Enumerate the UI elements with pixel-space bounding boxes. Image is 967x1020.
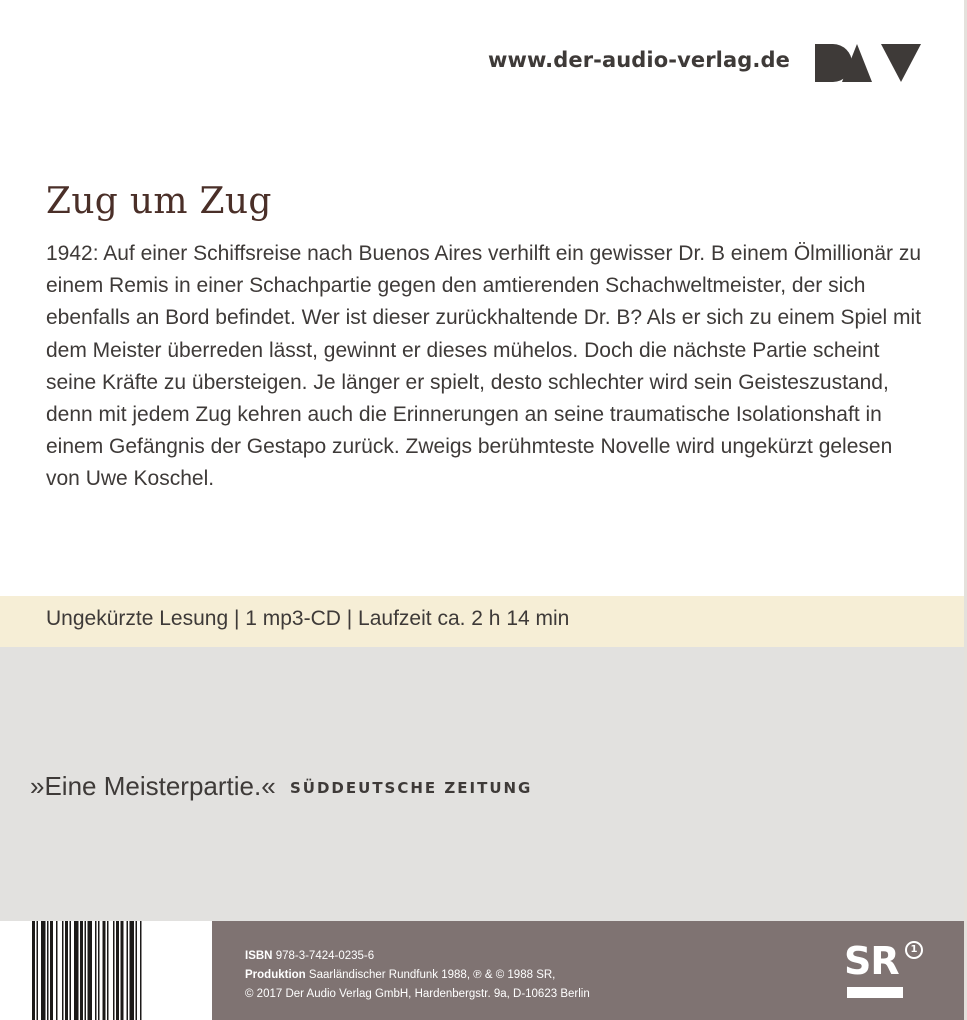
- barcode-stripe: [113, 921, 115, 1020]
- product-info-text: Ungekürzte Lesung | 1 mp3-CD | Laufzeit ca. 2 h 14 min: [46, 607, 570, 630]
- press-quote: »Eine Meisterpartie.«: [30, 771, 276, 801]
- footer-band: [212, 921, 967, 1020]
- isbn-line: [245, 947, 590, 966]
- cover-footer: [0, 921, 967, 1020]
- production-label: Produktion: [245, 969, 306, 981]
- isbn-label: ISBN: [245, 950, 273, 962]
- barcode-stripe: [70, 921, 72, 1020]
- barcode-stripe: [37, 921, 39, 1020]
- barcode-stripe: [121, 921, 124, 1020]
- barcode-icon: [32, 921, 180, 1020]
- barcode-stripe: [41, 921, 46, 1020]
- barcode-stripe: [103, 921, 106, 1020]
- barcode-stripe: [127, 921, 129, 1020]
- press-quote-source: SÜDDEUTSCHE ZEITUNG: [290, 779, 533, 797]
- barcode-stripe: [130, 921, 135, 1020]
- press-quote-area: [0, 647, 967, 921]
- barcode-stripe: [65, 921, 68, 1020]
- barcode-stripe: [85, 921, 87, 1020]
- barcode-stripe: [98, 921, 100, 1020]
- production-line: [245, 966, 590, 985]
- footer-legal-text: [245, 947, 590, 1004]
- barcode-stripe: [116, 921, 119, 1020]
- book-title: Zug um Zug: [46, 181, 272, 222]
- barcode-stripe: [50, 921, 53, 1020]
- barcode-stripe: [136, 921, 138, 1020]
- sr-logo: [844, 939, 924, 1003]
- barcode-stripe: [74, 921, 79, 1020]
- publisher-url[interactable]: www.der-audio-verlag.de: [488, 48, 790, 72]
- barcode-stripe: [80, 921, 83, 1020]
- barcode-stripe: [107, 921, 109, 1020]
- barcode-stripe: [56, 921, 58, 1020]
- isbn-value: 978-3-7424-0235-6: [275, 950, 375, 962]
- barcode-stripe: [32, 921, 35, 1020]
- sr-logo-text: SR: [844, 939, 899, 983]
- copyright-line: © 2017 Der Audio Verlag GmbH, Hardenbergstr. 9a, D-10623 Berlin: [245, 988, 590, 1000]
- product-info-band: [0, 596, 967, 647]
- barcode-stripe: [95, 921, 97, 1020]
- sr-logo-badge: 1: [905, 941, 923, 959]
- barcode-stripe: [88, 921, 93, 1020]
- dav-logo: [815, 44, 921, 82]
- barcode-stripe: [62, 921, 64, 1020]
- barcode-stripe: [47, 921, 49, 1020]
- barcode-stripe: [140, 921, 142, 1020]
- book-description: 1942: Auf einer Schiffsreise nach Buenos Aires verhilft ein gewisser Dr. B einem Ölmillionär zu einem Remis in einer Schachpartie gegen den amtierenden Schachweltmeister, der sich ebenfalls an Bord befindet. Wer ist dieser zurückhaltende Dr. B? Als er sich zu einem Spiel mit dem Meister überreden lässt, gewinnt er dieses mühelos. Doch die nächste Partie scheint seine Kräfte zu übersteigen. Je länger er spielt, desto schlechter wird sein Geisteszustand, denn mit jedem Zug kehren auch die Erinnerungen an seine traumatische Isolationshaft in einem Gefängnis der Gestapo zurück. Zweigs berühmteste Novelle wird ungekürzt gelesen von Uwe Koschel.: [46, 242, 922, 491]
- barcode-box: [0, 921, 212, 1020]
- production-value: Saarländischer Rundfunk 1988, ℗ & © 1988 SR,: [308, 969, 556, 981]
- sr-logo-bar: [847, 987, 903, 998]
